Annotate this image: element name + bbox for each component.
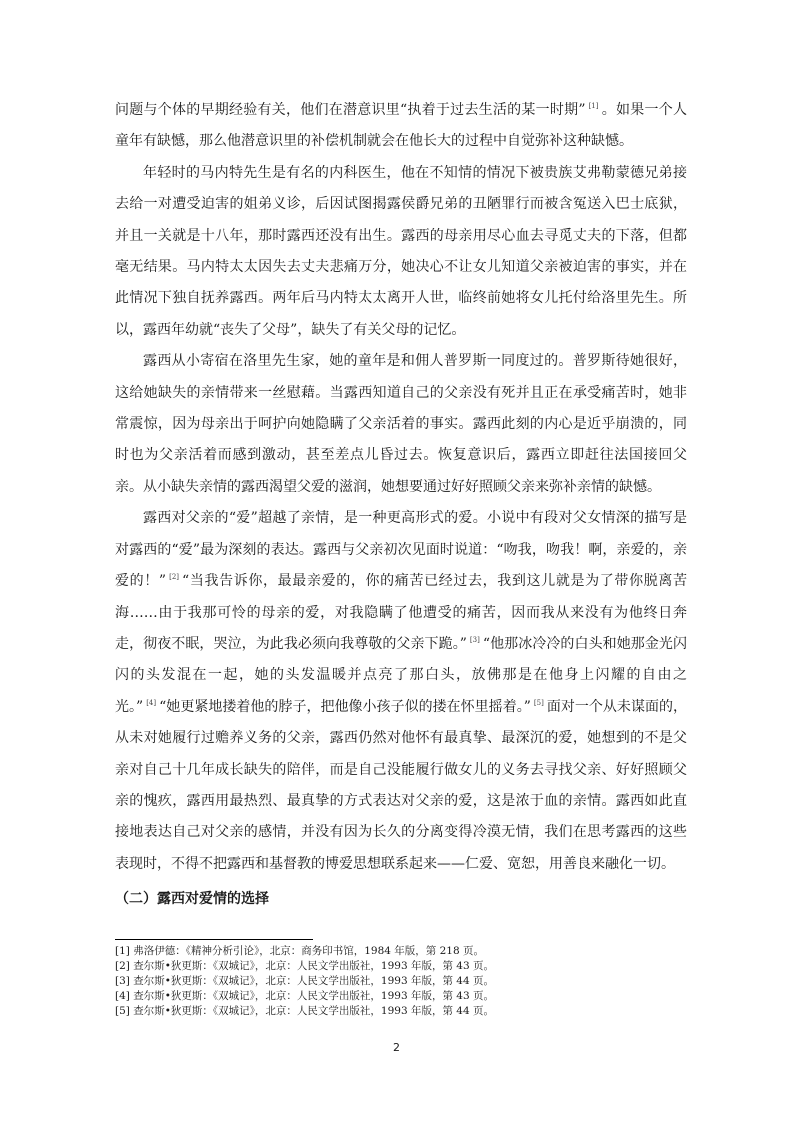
footnote-divider bbox=[115, 939, 313, 940]
paragraph-4 bbox=[115, 503, 687, 880]
paragraph-2: 年轻时的马内特先生是有名的内科医生，他在不知情的情况下被贵族艾弗勒蒙德兄弟接去给一对遭受迫害的姐弟义诊，后因试图揭露侯爵兄弟的丑陋罪行而被含冤送入巴士底狱，并且一关就是十八年，那时露西还没有出生。露西的母亲用尽心血去寻觅丈夫的下落，但都毫无结果。马内特太太因失去丈夫悲痛万分，她决心不让女儿知道父亲被迫害的事实，并在此情况下独自抚养露西。两年后马内特太太离开人世，临终前她将女儿托付给洛里先生。所以，露西年幼就“丧失了父母”，缺失了有关父母的记忆。 bbox=[115, 164, 687, 338]
footnote-item: [4] 查尔斯•狄更斯：《双城记》，北京：人民文学出版社，1993 年版，第 43 页。 bbox=[115, 990, 494, 1002]
footnote-list bbox=[115, 944, 695, 1019]
paragraph-4-text-a: 露西对父亲的“爱”超越了亲情，是一种更高形式的爱。小说中有段对父女情深的描写是对露西的“爱”最为深刻的表达。露西与父亲初次见面时说道：“吻我，吻我！啊，亲爱的，亲爱的！” bbox=[115, 510, 687, 590]
footnote-ref-4[interactable]: [4] bbox=[146, 699, 157, 708]
page-number: 2 bbox=[393, 1041, 400, 1054]
footnote-ref-5[interactable]: [5] bbox=[533, 699, 544, 708]
paragraph-4-text-b: “当我告诉你，最最亲爱的，你的痛苦已经过去，我到这儿就是为了带你脱离苦海……由于我那可怜的母亲的爱，对我隐瞒了他遭受的痛苦，因而我从来没有为他终日奔走，彻夜不眠，哭泣，为此我必须向我尊敬的父亲下跪。” bbox=[115, 573, 687, 652]
paragraph-3: 露西从小寄宿在洛里先生家，她的童年是和佣人普罗斯一同度过的。普罗斯待她很好，这给她缺失的亲情带来一丝慰藉。当露西知道自己的父亲没有死并且正在承受痛苦时，她非常震惊，因为母亲出于呵护向她隐瞒了父亲活着的事实。露西此刻的内心是近乎崩溃的，同时也为父亲活着而感到激动，甚至差点儿昏过去。恢复意识后，露西立即赶往法国接回父亲。从小缺失亲情的露西渴望父爱的滋润，她想要通过好好照顾父亲来弥补亲情的缺憾。 bbox=[115, 353, 687, 495]
body-text bbox=[115, 95, 687, 880]
paragraph-1 bbox=[115, 95, 687, 158]
footnote-ref-1[interactable]: [1] bbox=[588, 102, 599, 111]
paragraph-4-text-e: 面对一个从未谋面的，从未对她履行过赡养义务的父亲，露西仍然对他怀有最真挚、最深沉的爱，她想到的不是父亲对自己十几年成长缺失的陪伴，而是自己没能履行做女儿的义务去寻找父亲、好好照顾父亲的愧疚，露西用最热烈、最真挚的方式表达对父亲的爱，这是浓于血的亲情。露西如此直接地表达自己对父亲的感情，并没有因为长久的分离变得冷漠无情，我们在思考露西的这些表现时，不得不把露西和基督教的博爱思想联系起来——仁爱、宽恕，用善良来融化一切。 bbox=[115, 698, 687, 872]
footnote-ref-2[interactable]: [2] bbox=[169, 573, 180, 582]
footnote-item: [2] 查尔斯•狄更斯：《双城记》，北京：人民文学出版社，1993 年版，第 43 页。 bbox=[115, 960, 494, 972]
footnote-item: [1] 弗洛伊德：《精神分析引论》，北京：商务印书馆，1984 年版，第 218 页。 bbox=[115, 945, 484, 957]
footnote-item: [3] 查尔斯•狄更斯：《双城记》，北京：人民文学出版社，1993 年版，第 44 页。 bbox=[115, 975, 494, 987]
footnote-item: [5] 查尔斯•狄更斯：《双城记》，北京：人民文学出版社，1993 年版，第 44 页。 bbox=[115, 1005, 494, 1017]
footnote-ref-3[interactable]: [3] bbox=[469, 636, 480, 645]
section-heading: （二）露西对爱情的选择 bbox=[115, 891, 269, 907]
paragraph-1-text-b: 。如果一个人童年有缺憾，那么他潜意识里的补偿机制就会在他长大的过程中自觉弥补这种缺憾。 bbox=[115, 102, 688, 150]
paragraph-4-text-d: “她更紧地搂着他的脖子，把他像小孩子似的搂在怀里摇着。” bbox=[159, 698, 531, 715]
paragraph-1-text-a: 问题与个体的早期经验有关，他们在潜意识里“执着于过去生活的某一时期” bbox=[115, 102, 586, 118]
paragraph-4-text-c: “他那冰冷冷的白头和她那金光闪闪的头发混在一起，她的头发温暖并点亮了那白头，放佛那是在他身上闪耀的自由之光。” bbox=[115, 635, 687, 715]
